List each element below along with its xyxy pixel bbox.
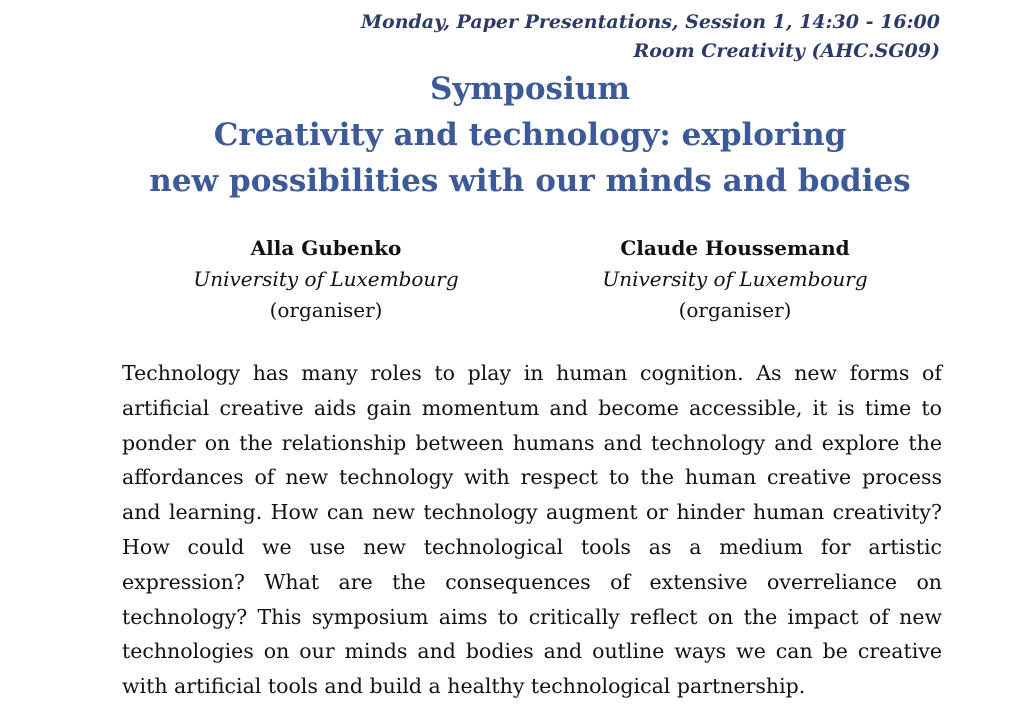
author-role: (organiser) [678,298,792,322]
author-block-2 [555,233,915,326]
author-name: Alla Gubenko [250,236,402,260]
author-affiliation: University of Luxembourg [602,267,868,291]
session-room: Room Creativity (AHC.SG09) [633,40,940,62]
author-block-1 [146,233,506,326]
title-line-2: Creativity and technology: exploring [213,117,847,153]
symposium-title [0,66,1024,204]
session-schedule: Monday, Paper Presentations, Session 1, 14:30 - 16:00 [360,11,940,33]
session-info [361,8,940,66]
author-role: (organiser) [269,298,383,322]
title-line-3: new possibilities with our minds and bodies [149,163,911,199]
abstract-paragraph: Technology has many roles to play in human cognition. As new forms of artificial creative aids gain momentum and become accessible, it is time to ponder on the relationship between humans and technology and explore the affordances of new technology with respect to the human creative process and learning. How can new technology augment or hinder human creativity? How could we use new technological tools as a medium for artistic expression? What are the consequences of extensive overreliance on technology? This symposium aims to critically reflect on the impact of new technologies on our minds and bodies and outline ways we can be creative with artificial tools and build a healthy technological partnership. [122,361,942,699]
title-line-1: Symposium [429,71,631,107]
author-name: Claude Houssemand [620,236,850,260]
author-affiliation: University of Luxembourg [193,267,459,291]
